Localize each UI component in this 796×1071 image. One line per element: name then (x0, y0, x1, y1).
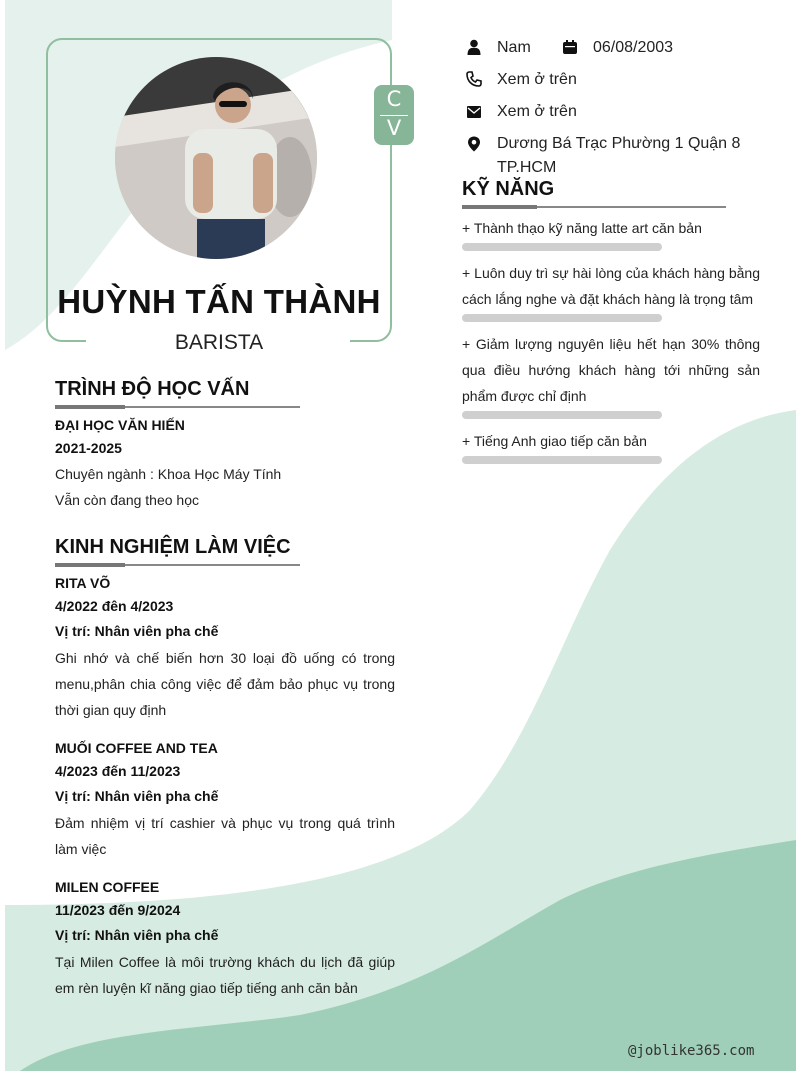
experience-title: KINH NGHIỆM LÀM VIỆC (55, 536, 291, 558)
job-description: Ghi nhớ và chế biến hơn 30 loại đồ uống có trong menu,phân chia công việc để đảm bảo phục vụ trong thời gian quy định (55, 650, 395, 718)
candidate-name: HUỲNH TẤN THÀNH (57, 283, 381, 320)
location-pin-icon (466, 136, 482, 157)
cv-badge (374, 85, 414, 145)
calendar-icon (562, 39, 578, 60)
skill-item: + Tiếng Anh giao tiếp căn bản (462, 433, 647, 449)
phone-text: Xem ở trên (497, 71, 577, 88)
skill-item: + Thành thạo kỹ năng latte art căn bản (462, 220, 702, 236)
education-rule-accent (55, 405, 125, 409)
education-status: Vẫn còn đang theo học (55, 492, 200, 508)
job-description: Đảm nhiệm vị trí cashier và phục vụ trong quá trình làm việc (55, 815, 395, 857)
education-years: 2021-2025 (55, 440, 122, 456)
cv-badge-divider (380, 115, 408, 116)
candidate-role: BARISTA (174, 331, 264, 354)
gender-text: Nam (497, 39, 531, 56)
cv-badge-top: C (386, 87, 402, 111)
skills-rule-accent (462, 205, 537, 209)
skill-bar (462, 411, 662, 419)
job-position: Vị trí: Nhân viên pha chế (55, 927, 219, 943)
job-position: Vị trí: Nhân viên pha chế (55, 788, 219, 804)
job-company: MILEN COFFEE (55, 879, 160, 895)
skill-item: + Luôn duy trì sự hài lòng của khách hàng bằng cách lắng nghe và đặt khách hàng là trọng tâm (462, 265, 760, 307)
job-period: 4/2022 đên 4/2023 (55, 598, 174, 614)
job-company: MUỐI COFFEE AND TEA (55, 740, 218, 756)
birthdate-text: 06/08/2003 (593, 39, 674, 56)
job-period: 4/2023 đến 11/2023 (55, 763, 181, 779)
education-school: ĐẠI HỌC VĂN HIẾN (55, 417, 185, 433)
watermark-text: @joblike365.com (628, 1043, 755, 1059)
education-major: Chuyên ngành : Khoa Học Máy Tính (55, 466, 282, 482)
skill-item: + Giảm lượng nguyên liệu hết hạn 30% thông qua điều hướng khách hàng tới những sản phẩm được chỉ định (462, 336, 760, 404)
address-text: Dương Bá Trạc Phường 1 Quận 8 TP.HCM (497, 135, 741, 176)
mail-icon (466, 104, 482, 125)
job-description: Tại Milen Coffee là môi trường khách du lịch đã giúp em rèn luyện kĩ năng giao tiếp tiếng anh căn bản (55, 954, 395, 996)
email-text: Xem ở trên (497, 103, 577, 120)
avatar (115, 57, 317, 259)
education-title: TRÌNH ĐỘ HỌC VẤN (55, 378, 250, 400)
user-icon (466, 39, 482, 60)
job-period: 11/2023 đến 9/2024 (55, 902, 181, 918)
cv-badge-bottom: V (386, 116, 402, 140)
phone-icon (466, 71, 482, 92)
experience-rule-accent (55, 563, 125, 567)
skill-bar (462, 314, 662, 322)
job-company: RITA VÕ (55, 575, 111, 591)
skills-title: KỸ NĂNG (462, 178, 555, 200)
skill-bar (462, 456, 662, 464)
skill-bar (462, 243, 662, 251)
job-position: Vị trí: Nhân viên pha chế (55, 623, 219, 639)
